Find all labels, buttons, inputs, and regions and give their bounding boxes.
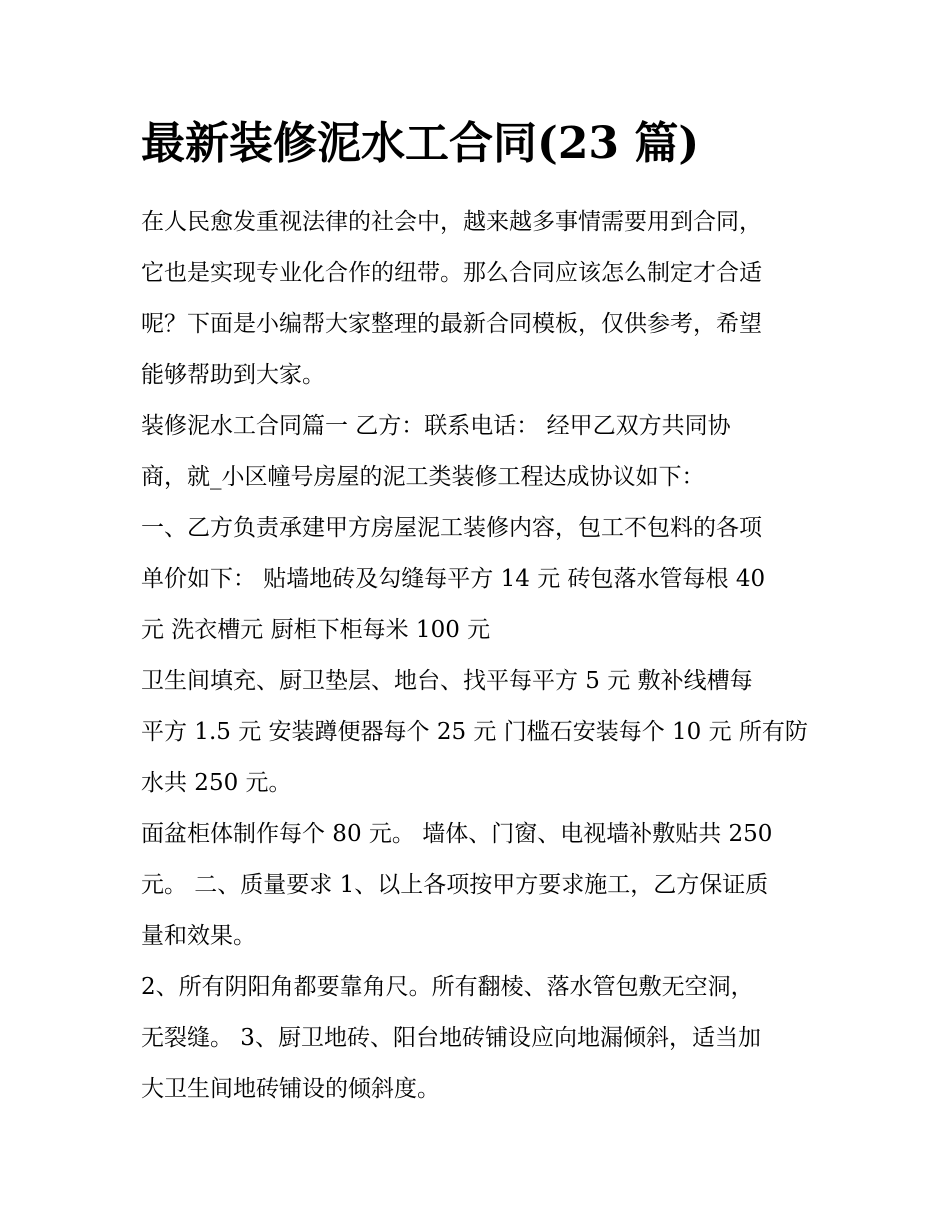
body-line-4: 能够帮助到大家。 <box>141 362 325 388</box>
body-line-15: 量和效果。 <box>141 923 256 949</box>
body-line-9: 元 洗衣槽元 厨柜下柜每米 100 元 <box>141 617 491 643</box>
body-line-7: 一、乙方负责承建甲方房屋泥工装修内容，包工不包料的各项 <box>141 515 762 541</box>
body-line-10: 卫生间填充、厨卫垫层、地台、找平每平方 5 元 敷补线槽每 <box>141 668 753 694</box>
body-line-11: 平方 1.5 元 安装蹲便器每个 25 元 门槛石安装每个 10 元 所有防 <box>141 719 808 745</box>
body-line-14: 元。 二、质量要求 1、以上各项按甲方要求施工，乙方保证质 <box>141 872 769 898</box>
body-line-17: 无裂缝。 3、厨卫地砖、阳台地砖铺设应向地漏倾斜，适当加 <box>141 1025 761 1051</box>
body-line-12: 水共 250 元。 <box>141 770 292 796</box>
body-line-13: 面盆柜体制作每个 80 元。 墙体、门窗、电视墙补敷贴共 250 <box>141 821 773 847</box>
document-title: 最新装修泥水工合同(23 篇) <box>141 118 700 169</box>
body-line-16: 2、所有阴阳角都要靠角尺。所有翻棱、落水管包敷无空洞， <box>141 974 754 1000</box>
body-line-1: 在人民愈发重视法律的社会中，越来越多事情需要用到合同， <box>141 209 762 235</box>
body-line-6: 商，就_小区幢号房屋的泥工类装修工程达成协议如下： <box>141 464 705 490</box>
body-line-2: 它也是实现专业化合作的纽带。那么合同应该怎么制定才合适 <box>141 260 762 286</box>
body-line-5: 装修泥水工合同篇一 乙方：联系电话： 经甲乙双方共同协 <box>141 413 731 439</box>
body-line-8: 单价如下： 贴墙地砖及勾缝每平方 14 元 砖包落水管每根 40 <box>141 566 766 592</box>
body-line-18: 大卫生间地砖铺设的倾斜度。 <box>141 1076 440 1102</box>
body-line-3: 呢？下面是小编帮大家整理的最新合同模板，仅供参考，希望 <box>141 311 762 337</box>
